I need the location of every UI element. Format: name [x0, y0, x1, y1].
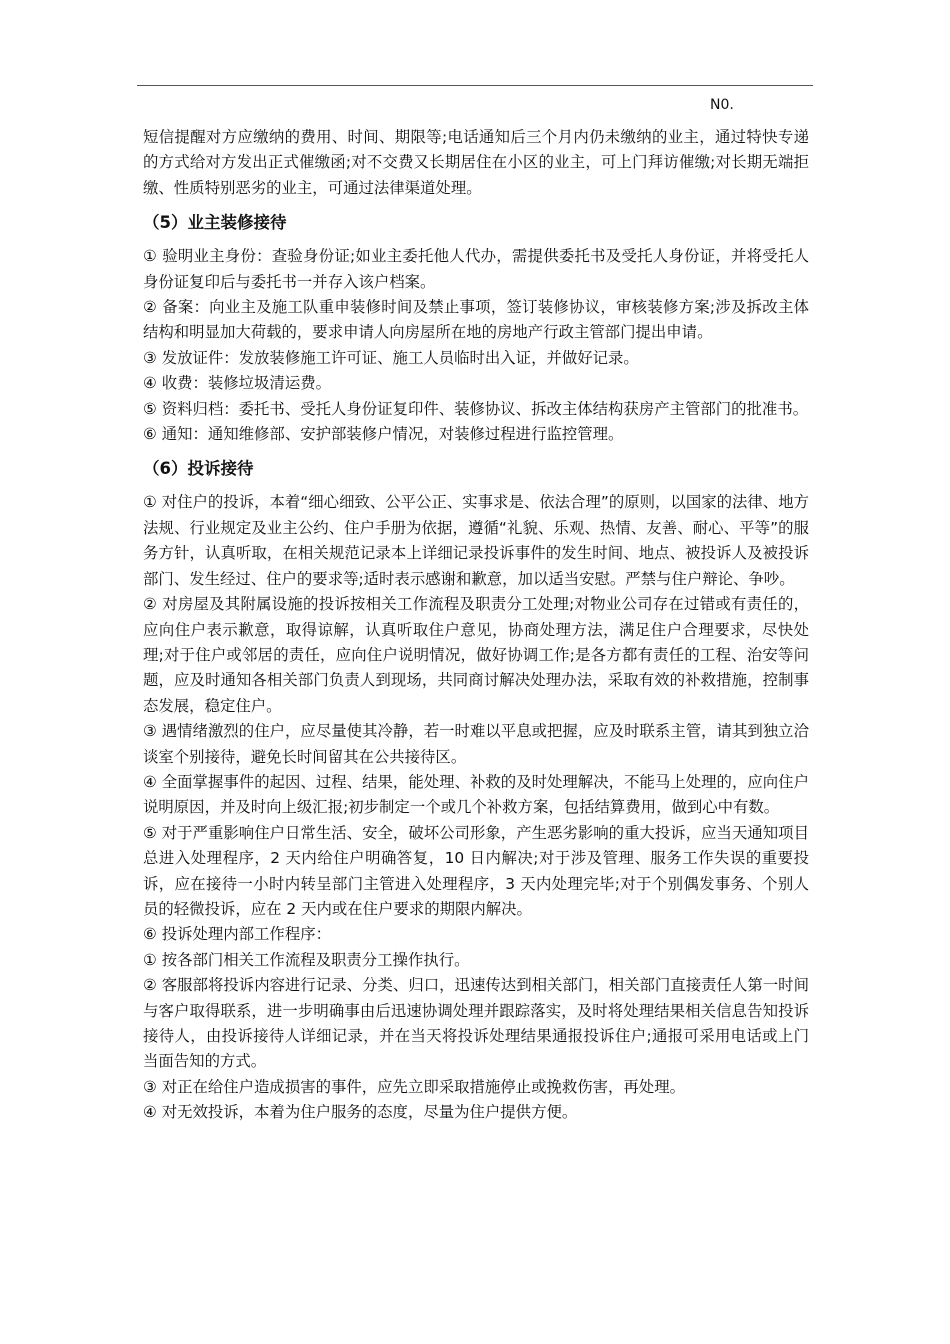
list-item: ④ 对无效投诉，本着为住户服务的态度，尽量为住户提供方便。 [143, 1103, 578, 1122]
intro-paragraph: 短信提醒对方应缴纳的费用、时间、期限等;电话通知后三个月内仍未缴纳的业主，通过特快专递的方式给对方发出正式催缴函;对不交费又长期居住在小区的业主，可上门拜访催缴;对长期无端拒缴、性质特别恶劣的业主，可通过法律渠道处理。 [143, 128, 809, 197]
list-item: ③ 遇情绪激烈的住户，应尽量使其冷静，若一时难以平息或把握，应及时联系主管，请其到独立洽谈室个别接待，避免长时间留其在公共接待区。 [143, 722, 809, 766]
list-item: ④ 收费：装修垃圾清运费。 [143, 374, 331, 393]
list-item: ① 对住户的投诉，本着“细心细致、公平公正、实事求是、依法合理”的原则，以国家的法律、地方法规、行业规定及业主公约、住户手册为依据，遵循“礼貌、乐观、热情、友善、耐心、平等”的服务方针，认真听取，在相关规范记录本上详细记录投诉事件的发生时间、地点、被投诉人及被投诉部门、发生经过、住户的要求等;适时表示感谢和歉意，加以适当安慰。严禁与住户辩论、争吵。 [143, 493, 809, 588]
list-item: ② 客服部将投诉内容进行记录、分类、归口，迅速传达到相关部门，相关部门直接责任人第一时间与客户取得联系，进一步明确事由后迅速协调处理并跟踪落实，及时将处理结果相关信息告知投诉接待人，由投诉接待人详细记录，并在当天将投诉处理结果通报投诉住户;通报可采用电话或上门当面告知的方式。 [143, 976, 809, 1071]
section-6-heading: （6）投诉接待 [143, 459, 254, 479]
list-item: ② 备案：向业主及施工队重申装修时间及禁止事项，签订装修协议，审核装修方案;涉及拆改主体结构和明显加大荷载的，要求申请人向房屋所在地的房地产行政主管部门提出申请。 [143, 298, 809, 342]
list-item: ① 验明业主身份：查验身份证;如业主委托他人代办，需提供委托书及受托人身份证，并将受托人身份证复印后与委托书一并存入该户档案。 [143, 247, 809, 291]
list-item: ② 对房屋及其附属设施的投诉按相关工作流程及职责分工处理;对物业公司存在过错或有责任的，应向住户表示歉意，取得谅解，认真听取住户意见，协商处理方法，满足住户合理要求，尽快处理;对于住户或邻居的责任，应向住户说明情况，做好协调工作;是各方都有责任的工程、治安等问题，应及时通知各相关部门负责人到现场，共同商讨解决处理办法，采取有效的补救措施，控制事态发展，稳定住户。 [143, 595, 809, 715]
list-item: ⑤ 资料归档：委托书、受托人身份证复印件、装修协议、拆改主体结构获房产主管部门的批准书。 [143, 399, 809, 418]
section-6-list [143, 490, 809, 1125]
list-item: ④ 全面掌握事件的起因、过程、结果，能处理、补救的及时处理解决，不能马上处理的，应向住户说明原因，并及时向上级汇报;初步制定一个或几个补救方案，包括结算费用，做到心中有数。 [143, 772, 809, 817]
section-5-heading: （5）业主装修接待 [143, 213, 287, 233]
list-item: ⑥ 通知：通知维修部、安护部装修户情况，对装修过程进行监控管理。 [143, 425, 624, 444]
document-body [143, 125, 809, 1126]
header-rule [137, 85, 813, 86]
list-item: ③ 发放证件：发放装修施工许可证、施工人员临时出入证，并做好记录。 [143, 348, 639, 367]
list-item: ⑥ 投诉处理内部工作程序： [143, 925, 331, 944]
page-number: N0. [710, 97, 734, 113]
list-item: ③ 对正在给住户造成损害的事件，应先立即采取措施停止或挽救伤害，再处理。 [143, 1077, 685, 1096]
list-item: ⑤ 对于严重影响住户日常生活、安全，破坏公司形象，产生恶劣影响的重大投诉，应当天通知项目总进入处理程序，2 天内给住户明确答复，10 日内解决;对于涉及管理、服务工作失误的重要投诉，应在接待一小时内转呈部门主管进入处理程序，3 天内处理完毕;对于个别偶发事务、个别人员的轻微投诉，应在 2 天内或在住户要求的期限内解决。 [143, 823, 809, 918]
section-5-list [143, 244, 809, 447]
list-item: ① 按各部门相关工作流程及职责分工操作执行。 [143, 950, 470, 969]
